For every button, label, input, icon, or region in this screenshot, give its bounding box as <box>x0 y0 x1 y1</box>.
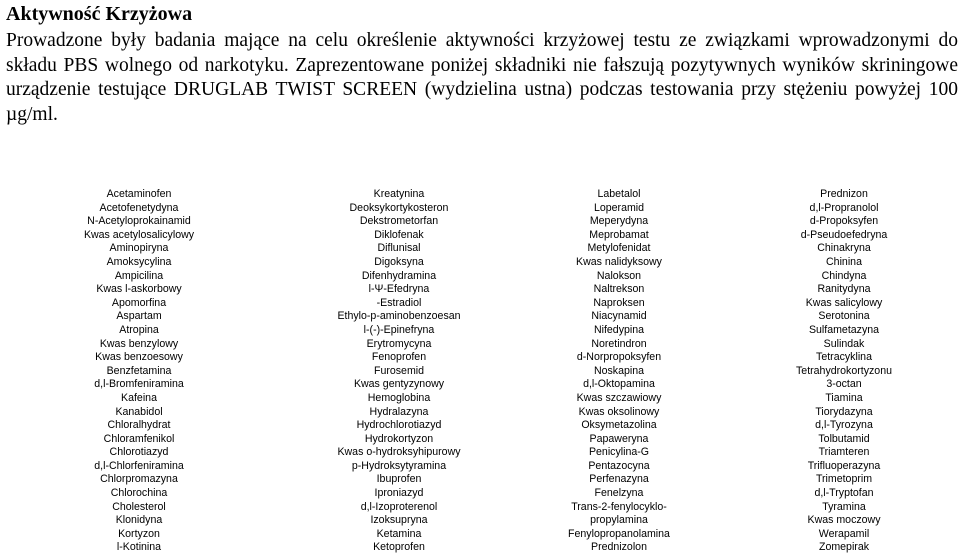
compound-item: Hydralazyna <box>369 405 429 418</box>
compound-item: Loperamid <box>593 201 645 214</box>
compound-item: Sulfametazyna <box>808 323 880 336</box>
compound-item: Ibuprofen <box>376 473 422 486</box>
compound-item: Kortyzon <box>118 527 160 540</box>
compound-item: Ethylo-p-aminobenzoesan <box>337 310 461 323</box>
compound-item: Amoksycylina <box>106 255 172 268</box>
compound-item: Prednizolon <box>591 541 647 554</box>
compound-item: Kwas acetylosalicylowy <box>83 228 195 241</box>
compound-item: Hemoglobina <box>367 391 431 404</box>
compound-item: Niacynamid <box>591 310 647 323</box>
compound-item: Aminopiryna <box>109 242 169 255</box>
compound-item: Trifluoperazyna <box>807 459 881 472</box>
compound-item: Kwas benzylowy <box>99 337 179 350</box>
compound-item: Deoksykortykosteron <box>349 201 449 214</box>
compound-item: Oksymetazolina <box>581 419 657 432</box>
compound-item: Hydrokortyzon <box>364 432 434 445</box>
compound-item: d,l-Izoproterenol <box>360 500 438 513</box>
compound-item: Fenylopropanolamina <box>568 527 670 540</box>
compound-item: Apomorfina <box>111 296 167 309</box>
compound-item: d,l-Tyrozyna <box>815 419 873 432</box>
compound-item: Kwas gentyzynowy <box>353 378 445 391</box>
compound-item: Difenhydramina <box>361 269 437 282</box>
compound-item: Chinina <box>826 255 862 268</box>
compound-item: Nalokson <box>596 269 642 282</box>
compound-item: Meperydyna <box>589 215 649 228</box>
compound-item: Kwas l-askorbowy <box>96 283 182 296</box>
compound-item: Ketoprofen <box>373 541 425 554</box>
compound-item: Ketamina <box>376 527 422 540</box>
compound-item: d-Propoksyfen <box>809 215 879 228</box>
compound-item: Ranitydyna <box>817 283 871 296</box>
compound-item: Kanabidol <box>115 405 163 418</box>
compound-list-column-4 <box>724 188 960 555</box>
compound-item: Nifedypina <box>593 323 645 336</box>
compound-item: -Estradiol <box>376 296 422 309</box>
compound-item: Iproniazyd <box>374 487 424 500</box>
compound-item: Acetofenetydyna <box>99 201 179 214</box>
compound-item: Kreatynina <box>373 188 425 200</box>
compound-item: Aspartam <box>116 310 162 323</box>
compound-item: Ampicilina <box>114 269 164 282</box>
compound-item: Chlorpromazyna <box>100 473 178 486</box>
compound-item: Diklofenak <box>374 228 424 241</box>
compound-item: Tiorydazyna <box>815 405 873 418</box>
compound-item: Meprobamat <box>589 228 649 241</box>
compound-item: Dekstrometorfan <box>359 215 439 228</box>
compound-item: Kwas salicylowy <box>805 296 883 309</box>
compound-item: l-Ψ-Efedryna <box>368 283 430 296</box>
compound-item: d,l-Tryptofan <box>814 487 874 500</box>
compound-item: d,l-Bromfeniramina <box>94 378 184 391</box>
compound-item: Tyramina <box>822 500 866 513</box>
compound-item: Zomepirak <box>818 541 870 554</box>
compound-item: Tetracyklina <box>816 351 872 364</box>
compound-item: Penicylina-G <box>588 446 650 459</box>
compound-item: Chlorotiazyd <box>109 446 169 459</box>
compound-item: Tetrahydrokortyzonu <box>796 364 892 377</box>
compound-item: N-Acetyloprokainamid <box>87 215 191 228</box>
compound-item: Kwas szczawiowy <box>576 391 662 404</box>
compound-item: Kwas benzoesowy <box>95 351 183 364</box>
compound-item: Noskapina <box>593 364 645 377</box>
compound-item: Chlorochina <box>110 487 168 500</box>
compound-item: Kafeina <box>121 391 157 404</box>
compound-item: Chloramfenikol <box>103 432 175 445</box>
compound-item: Naproksen <box>593 296 645 309</box>
compound-item: Triamteren <box>818 446 870 459</box>
compound-item: Digoksyna <box>374 255 424 268</box>
compound-item: Kwas nalidyksowy <box>576 255 662 268</box>
compound-item: l-Kotinina <box>116 541 162 554</box>
compound-item: p-Hydroksytyramina <box>351 459 447 472</box>
compound-item: Chindyna <box>821 269 867 282</box>
compound-item: Papaweryna <box>589 432 649 445</box>
compound-item: Kwas oksolinowy <box>578 405 660 418</box>
compound-item: d-Norpropoksyfen <box>576 351 662 364</box>
compound-item: d,l-Oktopamina <box>583 378 655 391</box>
compound-item: Chloralhydrat <box>107 419 171 432</box>
compound-item: Hydrochlorotiazyd <box>356 419 442 432</box>
compound-list-column-2 <box>279 188 519 555</box>
compound-item: Fenelzyna <box>594 487 644 500</box>
compound-item: Trimetoprim <box>815 473 873 486</box>
compound-item: Diflunisal <box>377 242 421 255</box>
compound-item: d,l-Propranolol <box>809 201 879 214</box>
compound-item: Tiamina <box>825 391 863 404</box>
compound-item: propylamina <box>590 514 648 527</box>
compound-item: d,l-Chlorfeniramina <box>94 459 184 472</box>
compound-item: Tolbutamid <box>818 432 870 445</box>
compound-item: Sulindak <box>823 337 865 350</box>
compound-item: Metylofenidat <box>587 242 651 255</box>
compound-item: Prednizon <box>820 188 868 200</box>
compound-item: Perfenazyna <box>589 473 649 486</box>
compound-item: 3-octan <box>826 378 862 391</box>
compound-item: Chinakryna <box>817 242 871 255</box>
compound-item: Acetaminofen <box>106 188 172 200</box>
compound-item: Klonidyna <box>115 514 163 527</box>
compound-item: Benzfetamina <box>106 364 172 377</box>
compound-item: Werapamil <box>818 527 870 540</box>
compound-item: Erytromycyna <box>366 337 432 350</box>
compound-list-column-3 <box>499 188 739 555</box>
compound-item: Trans-2-fenylocyklo- <box>571 500 667 513</box>
compound-item: l-(-)-Epinefryna <box>363 323 435 336</box>
intro-paragraph: Prowadzone były badania mające na celu określenie aktywności krzyżowej testu ze związkami wprowadzonymi do składu PBS wolnego od narkotyku. Zaprezentowane poniżej składniki nie fałszują pozytywnych wyników skriningowe urządzenie testujące DRUGLAB TWIST SCREEN (wydzielina ustna) podczas testowania przy stężeniu powyżej 100 µg/ml. <box>6 30 958 125</box>
compound-item: Kwas o-hydroksyhipurowy <box>337 446 461 459</box>
compound-item: Atropina <box>119 323 159 336</box>
compound-item: Serotonina <box>818 310 870 323</box>
compound-item: Cholesterol <box>112 500 166 513</box>
compound-item: Kwas moczowy <box>807 514 881 527</box>
compound-list-column-1 <box>19 188 259 555</box>
compound-item: Labetalol <box>597 188 641 200</box>
section-heading: Aktywność Krzyżowa <box>6 3 193 25</box>
compound-item: Fenoprofen <box>371 351 427 364</box>
compound-item: Furosemid <box>373 364 425 377</box>
compound-item: d-Pseudoefedryna <box>800 228 888 241</box>
compound-item: Noretindron <box>591 337 647 350</box>
compound-item: Naltrekson <box>593 283 645 296</box>
compound-item: Pentazocyna <box>588 459 650 472</box>
compound-item: Izoksupryna <box>370 514 428 527</box>
